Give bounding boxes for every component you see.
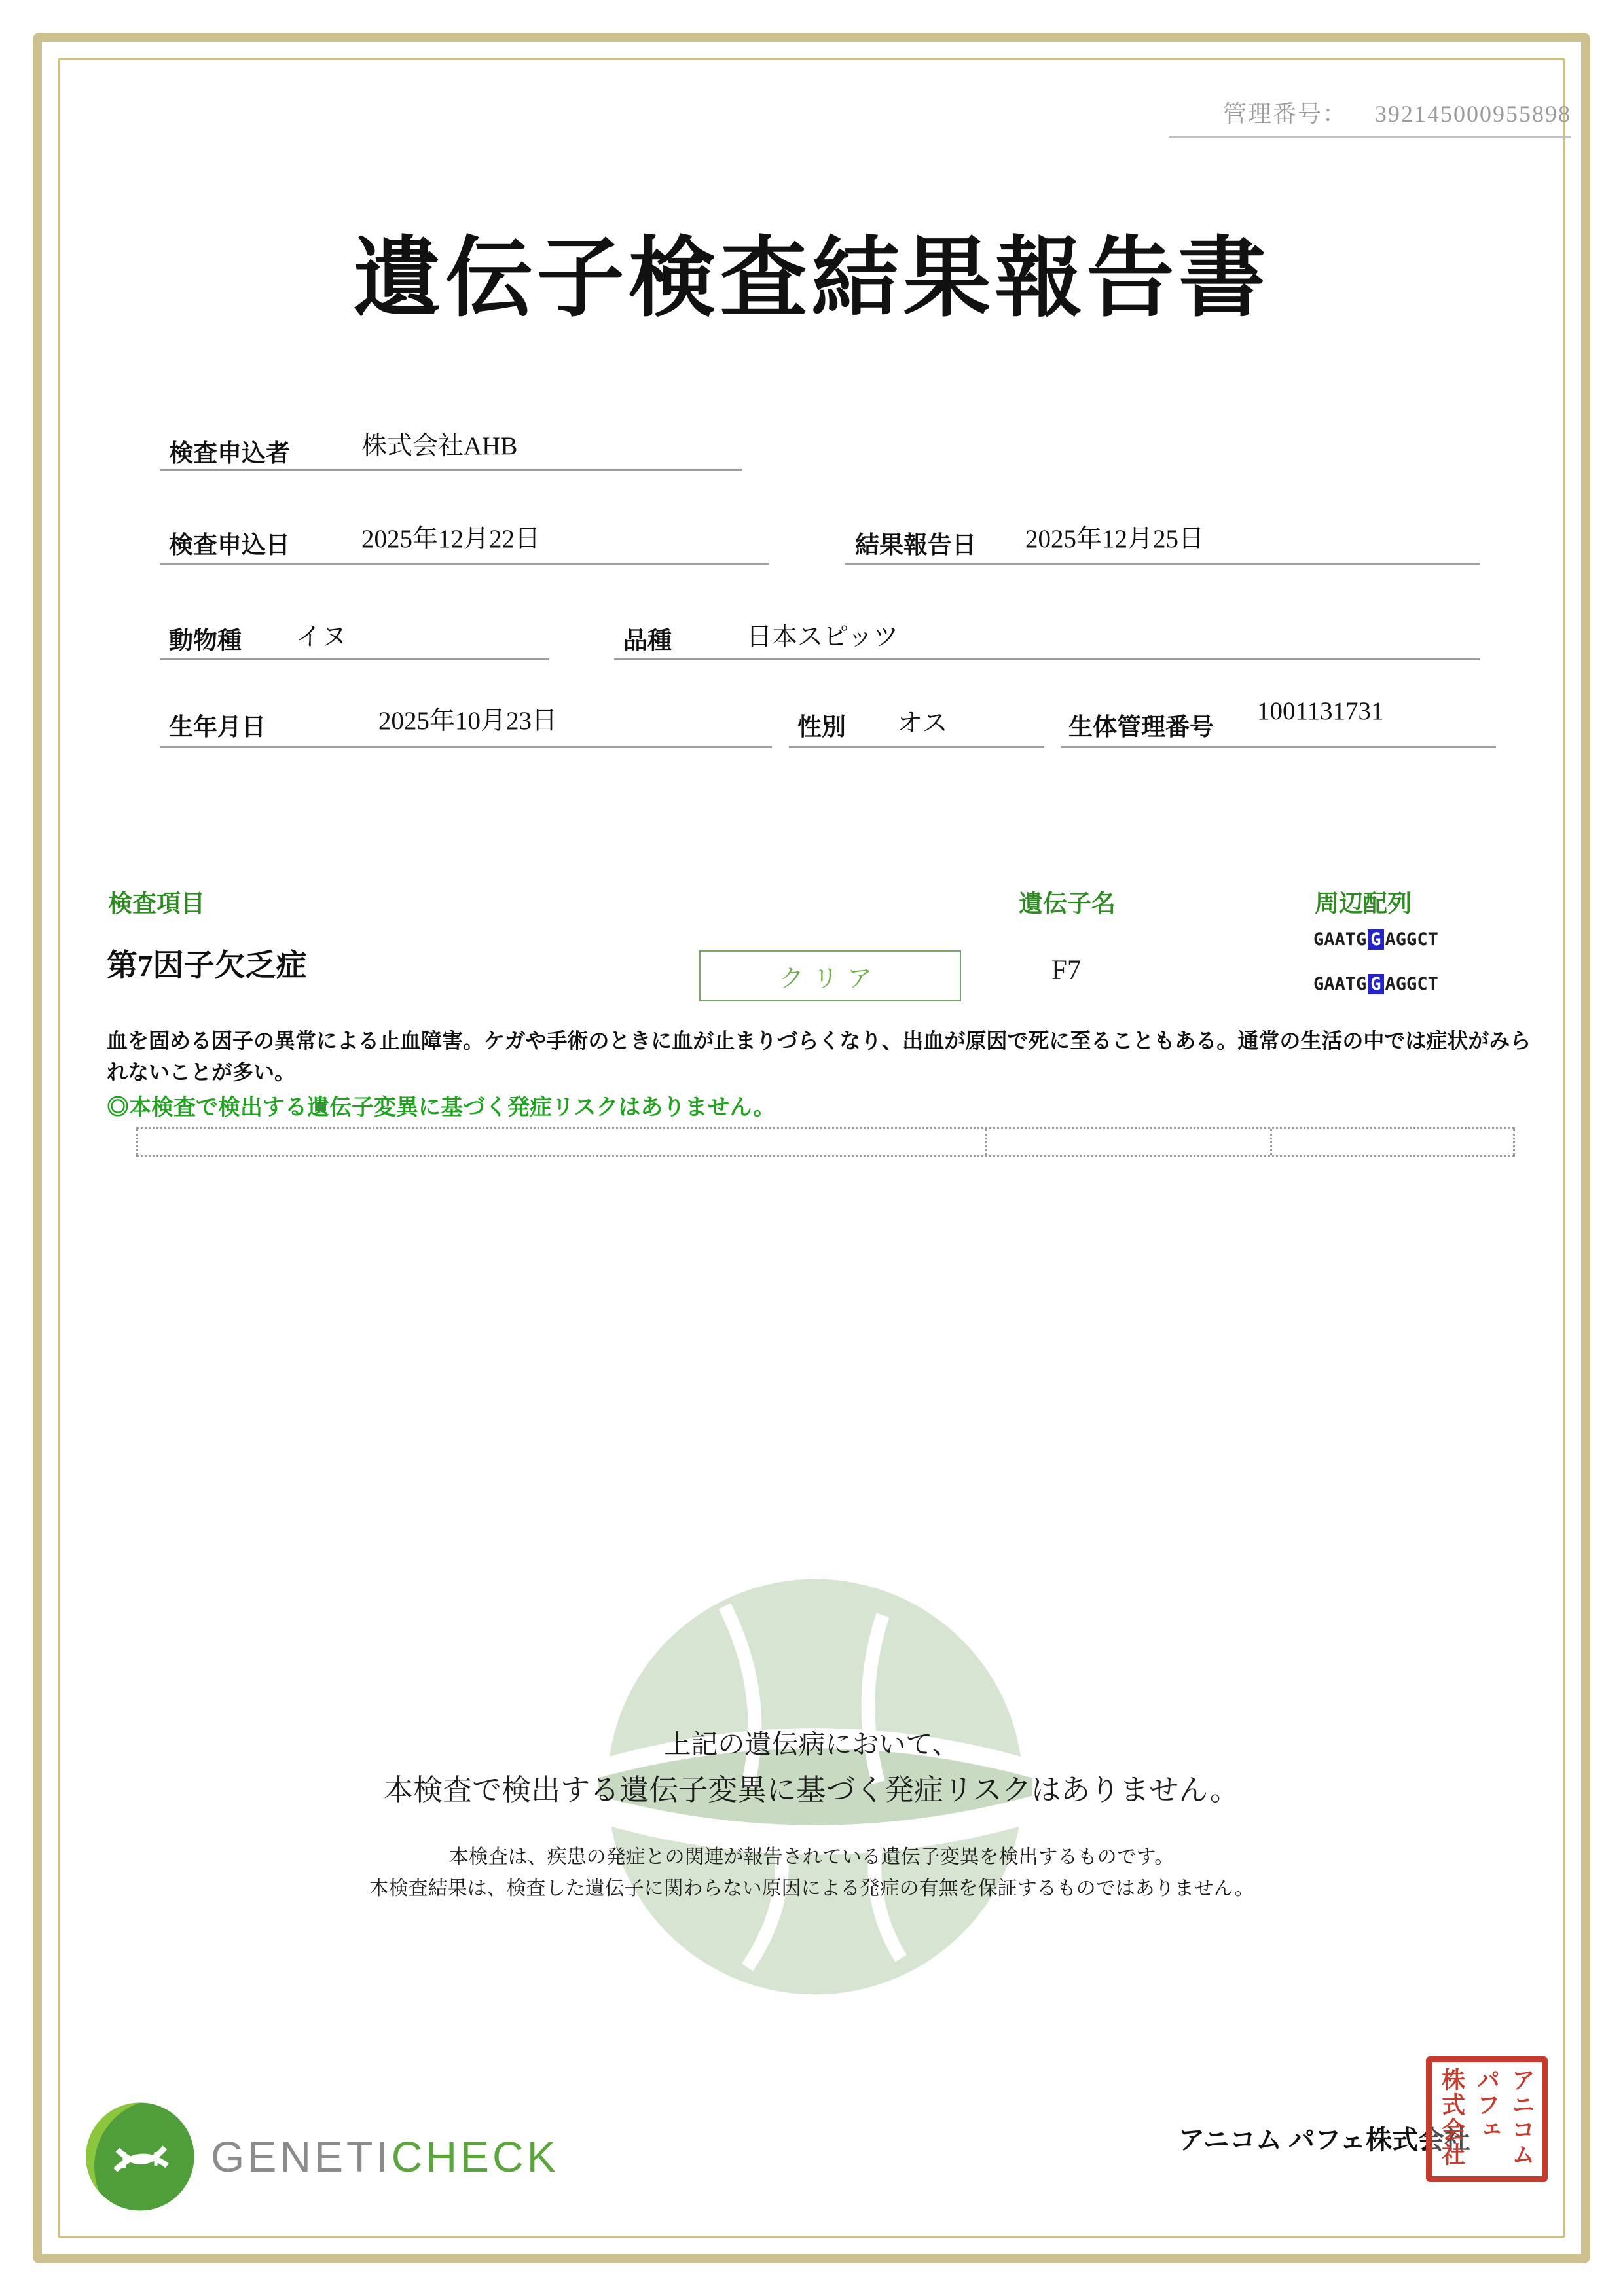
- breed-value: 日本スピッツ: [746, 623, 899, 651]
- report-date-label: 結果報告日: [855, 532, 976, 559]
- birth-date-label: 生年月日: [169, 714, 266, 741]
- test-item-header: 検査項目: [108, 891, 205, 918]
- dotted-divider: [1270, 1129, 1272, 1155]
- report-date-underline: [845, 563, 1480, 565]
- management-number-underline: [1169, 136, 1571, 138]
- risk-note: ◎本検査で検出する遺伝子変異に基づく発症リスクはありません。: [107, 1096, 776, 1120]
- sequence-line-2: [1313, 974, 1438, 994]
- management-number-line: [1172, 96, 1571, 129]
- sequence-2-prefix: GAATG: [1313, 974, 1367, 994]
- geneticheck-logo-text: [211, 2132, 559, 2181]
- apply-date-value: 2025年12月22日: [361, 525, 541, 553]
- sequence-1-suffix: AGGCT: [1385, 929, 1438, 950]
- summary-line-2: 本検査で検出する遺伝子変異に基づく発症リスクはありません。: [384, 1773, 1239, 1806]
- summary-note-1: 本検査は、疾患の発症との関連が報告されている遺伝子変異を検出するものです。: [448, 1846, 1175, 1868]
- result-status-box: [699, 950, 961, 1001]
- page-title: 遺伝子検査結果報告書: [353, 230, 1270, 327]
- summary-note-2: 本検査結果は、検査した遺伝子に関わらない原因による発症の有無を保証するものではありません。: [369, 1878, 1254, 1899]
- sequence-1-allele: G: [1368, 929, 1383, 950]
- logo-text-geneti: GENETI: [211, 2132, 392, 2181]
- dotted-divider: [1513, 1129, 1515, 1155]
- result-status: クリア: [778, 965, 881, 993]
- species-underline: [160, 658, 549, 660]
- birth-date-value: 2025年10月23日: [378, 707, 558, 735]
- management-number-label: 管理番号：: [1222, 101, 1347, 127]
- species-value: イヌ: [296, 623, 348, 651]
- sex-value: オス: [897, 709, 948, 738]
- dotted-divider: [985, 1129, 987, 1155]
- body-id-underline: [1061, 746, 1496, 748]
- sequence-1-prefix: GAATG: [1313, 929, 1367, 950]
- applicant-label: 検査申込者: [169, 440, 290, 467]
- seal-column-2: パフェ: [1473, 2068, 1500, 2142]
- summary-line-1: 上記の遺伝病において、: [664, 1729, 959, 1759]
- applicant-underline: [160, 469, 742, 471]
- sex-label: 性別: [797, 714, 846, 741]
- apply-date-underline: [160, 563, 769, 565]
- company-name: アニコム パフェ株式会社: [1178, 2125, 1470, 2155]
- sex-underline: [789, 746, 1044, 748]
- report-date-value: 2025年12月25日: [1025, 525, 1205, 553]
- body-id-label: 生体管理番号: [1068, 714, 1214, 741]
- sequence-2-allele: G: [1368, 974, 1383, 994]
- dotted-divider: [136, 1129, 138, 1155]
- seal-column-3: 株式会社: [1438, 2068, 1465, 2167]
- sequence-line-1: [1313, 929, 1438, 950]
- body-id-value: 1001131731: [1257, 697, 1384, 725]
- breed-underline: [614, 658, 1480, 660]
- gene-name-header: 遺伝子名: [1019, 891, 1116, 918]
- birth-date-underline: [160, 746, 772, 748]
- company-seal-stamp: [1426, 2056, 1548, 2182]
- apply-date-label: 検査申込日: [169, 532, 290, 559]
- disease-description: 血を固める因子の異常による止血障害。ケガや手術のときに血が止まりづらくなり、出血が原因で死に至ることもある。通常の生活の中では症状がみられないことが多い。: [107, 1029, 1531, 1084]
- empty-table-row: [136, 1127, 1515, 1157]
- sequence-2-suffix: AGGCT: [1385, 974, 1438, 994]
- gene-name-value: F7: [1051, 955, 1082, 986]
- geneticheck-logo-icon: [84, 2100, 196, 2213]
- applicant-value: 株式会社AHB: [361, 432, 518, 460]
- test-item-name: 第7因子欠乏症: [107, 949, 307, 983]
- management-number-value: 392145000955898: [1375, 101, 1571, 127]
- species-label: 動物種: [169, 628, 242, 655]
- logo-text-check: CHECK: [391, 2132, 559, 2181]
- seal-column-1: アニコム: [1508, 2068, 1535, 2167]
- geneticheck-logo: [84, 2098, 559, 2215]
- sequence-header: 周辺配列: [1315, 891, 1412, 918]
- breed-label: 品種: [623, 628, 672, 655]
